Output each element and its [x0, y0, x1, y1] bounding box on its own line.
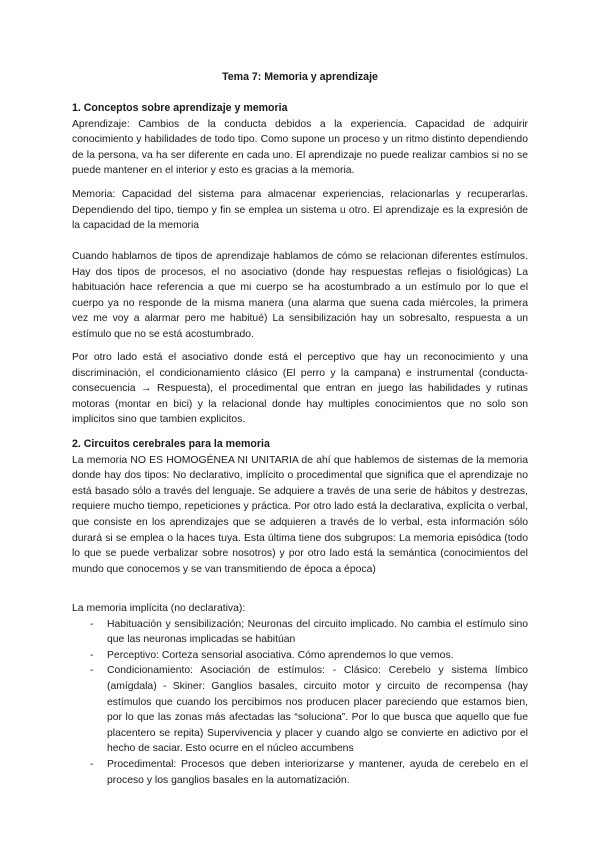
paragraph-block-tipos [72, 249, 528, 343]
section-1-heading: 1. Conceptos sobre aprendizaje y memoria [72, 102, 288, 114]
list-intro: La memoria implícita (no declarativa): [72, 603, 246, 614]
paragraph-sistemas-memoria: La memoria NO ES HOMOGÉNEA NI UNITARIA de ahí que hablemos de sistemas de la memoria donde hay dos tipos: No declarativo, implícito o procedimental que significa que el aprendizaje no está basado sólo a través del lenguaje. Se adquiere a través de una serie de hábitos y destrezas, requiere mucho tiempo, repeticiones y práctica. Por otro lado está la declarativa, explícita o verbal, que consiste en los aprendizajes que se adquieren a través de lo verbal, esta información sólo durará si se emplea o la haces tuya. Esta última tiene dos subgrupos: La memoria episódica (todo lo que se puede verbalizar sobre nosotros) y por otro lado está la semántica (conocimientos del mundo que conocemos y se van transmitiendo de época a época) [72, 454, 528, 575]
paragraph-aprendizaje: Aprendizaje: Cambios de la conducta debidos a la experiencia. Capacidad de adquirir conocimiento y habilidades de todo tipo. Como supone un proceso y un ritmo distinto dependiendo de la persona, va ha ser diferente en cada uno. El aprendizaje no puede realizar cambios si no se puede mantener en el interior y esto es gracias a la memoria. [72, 118, 528, 177]
document-title: Tema 7: Memoria y aprendizaje [222, 71, 378, 83]
paragraph-tipos-aprendizaje: Cuando hablamos de tipos de aprendizaje hablamos de cómo se relacionan diferentes estímulos. Hay dos tipos de procesos, el no asociativo (donde hay respuestas reflejas o fisiológicas) La habituación hace referencia a que mi cuerpo se ha acostumbrado a un estímulo por lo que el cuerpo ya no responde de la misma manera (una alarma que suena cada miércoles, la primera vez me voy a alarmar pero me habitué) La sensibilización hay un sobresalto, respuesta a un estímulo que no se está acostumbrado. [72, 251, 528, 340]
section-2 [72, 437, 528, 577]
implicit-memory-list [72, 617, 528, 789]
paragraph-block-asociativo [72, 350, 528, 428]
implicit-memory-block [72, 601, 528, 788]
list-item: - Perceptivo: Corteza sensorial asociativa. Cómo aprendemos lo que vemos. [72, 648, 528, 664]
section-2-heading: 2. Circuitos cerebrales para la memoria [72, 438, 270, 450]
paragraph-block-memoria [72, 187, 528, 234]
paragraph-memoria: Memoria: Capacidad del sistema para almacenar experiencias, relacionarlas y recuperarlas. Dependiendo del tipo, tiempo y fin se emplea un sistema u otro. El aprendizaje es la expresión de la capacidad de la memoria [72, 189, 528, 232]
list-item: - Condicionamiento: Asociación de estímulos: - Clásico: Cerebelo y sistema límbico (amígdala) - Skiner: Ganglios basales, circuito motor y circuito de recompensa (hay estímulos que cuando los percibimos nos producen placer pareciendo que estamos bien, por lo que las zonas más afectadas las “soluciona”. Por lo que busca que aquello que fue placentero se repita) Supervivencia y placer y cuando algo se convierte en adictivo por el hecho de saciar. Esto ocurre en el núcleo accumbens [72, 663, 528, 757]
section-1 [72, 101, 528, 179]
list-item: - Habituación y sensibilización; Neuronas del circuito implicado. No cambia el estímulo sino que las neuronas implicadas se habitúan [72, 617, 528, 648]
list-item: - Procedimental: Procesos que deben interiorizarse y mantener, ayuda de cerebelo en el proceso y los ganglios basales en la automatización. [72, 757, 528, 788]
paragraph-asociativo: Por otro lado está el asociativo donde está el perceptivo que hay un reconocimiento y una discriminación, el condicionamiento clásico (El perro y la campana) e instrumental (conducta-consecuencia → Respuesta), el procedimental que entran en juego las habilidades y rutinas motoras (montar en bici) y la relacional donde hay multiples conocimientos que no solo son implicitos sino que tambien explicitos. [72, 352, 528, 426]
